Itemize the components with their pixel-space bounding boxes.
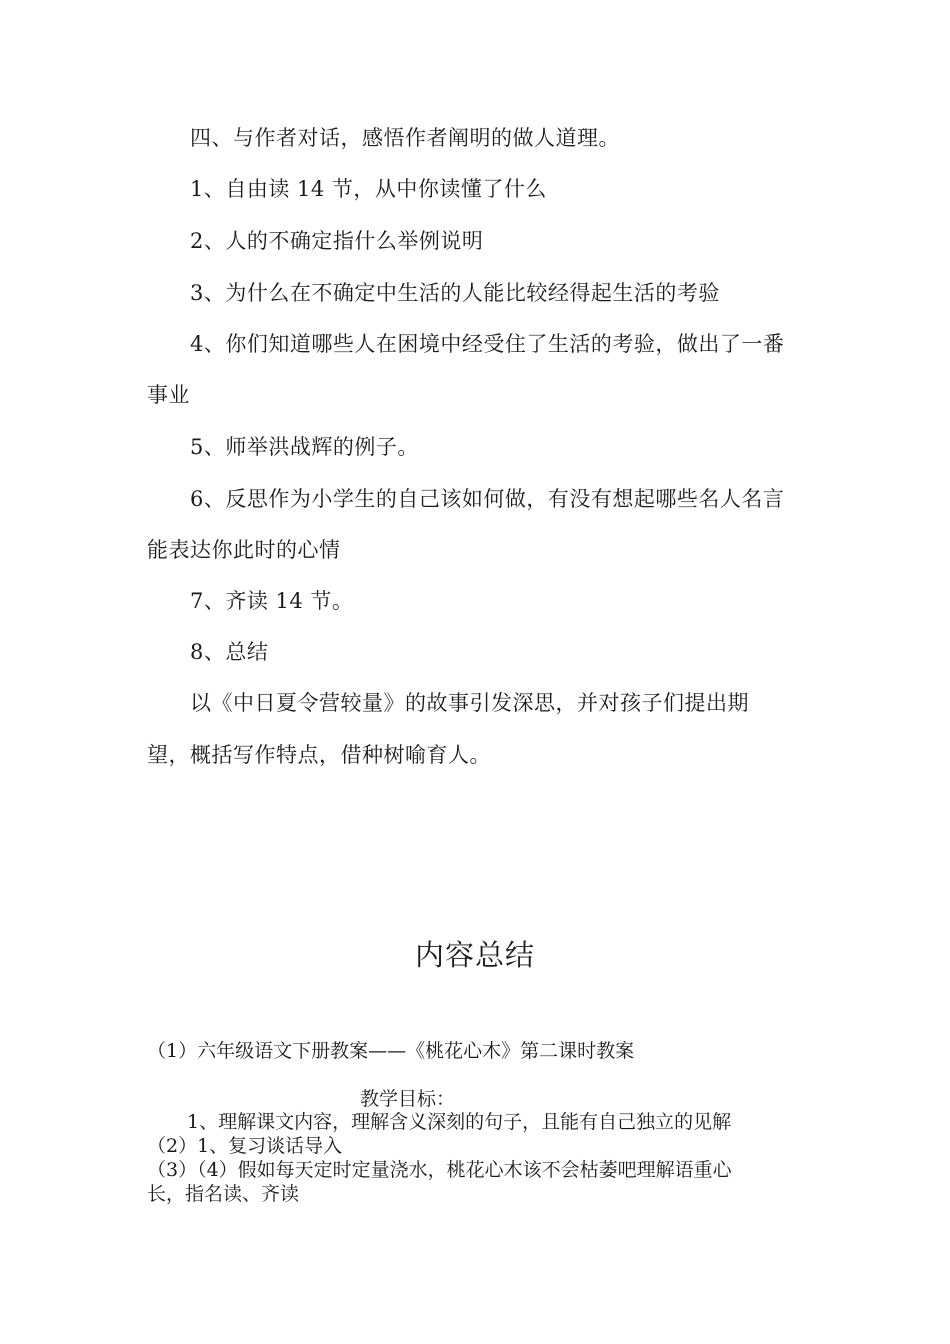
question-6-line-1: 6、反思作为小学生的自己该如何做，有没有想起哪些名人名言 [190, 487, 785, 511]
question-6-line-2: 能表达你此时的心情 [147, 538, 341, 562]
question-3: 3、为什么在不确定中生活的人能比较经得起生活的考验 [190, 281, 720, 305]
lesson-heading: 四、与作者对话，感悟作者阐明的做人道理。 [190, 126, 620, 150]
goal-label: 教学目标： [360, 1088, 456, 1110]
summary-item-2: （2）1、复习谈话导入 [147, 1135, 343, 1157]
question-2: 2、人的不确定指什么举例说明 [190, 229, 484, 253]
goal-1: 1、理解课文内容，理解含义深刻的句子，且能有自己独立的见解 [187, 1111, 732, 1133]
summary-paragraph-line-2: 望，概括写作特点，借种树喻育人。 [147, 743, 491, 767]
summary-paragraph-line-1: 以《中日夏令营较量》的故事引发深思，并对孩子们提出期 [190, 691, 749, 715]
question-1: 1、自由读 14 节，从中你读懂了什么 [190, 177, 547, 201]
question-8: 8、总结 [190, 640, 269, 664]
question-5: 5、师举洪战辉的例子。 [190, 435, 419, 459]
summary-item-3-line-1: （3）（4）假如每天定时定量浇水，桃花心木该不会枯萎吧理解语重心 [147, 1159, 732, 1181]
summary-item-3-line-2: 长，指名读、齐读 [147, 1183, 300, 1205]
question-7: 7、齐读 14 节。 [190, 589, 354, 613]
summary-item-1: （1）六年级语文下册教案——《桃花心木》第二课时教案 [147, 1040, 635, 1062]
section-title: 内容总结 [414, 938, 535, 972]
question-4-line-1: 4、你们知道哪些人在困境中经受住了生活的考验，做出了一番 [190, 332, 785, 356]
question-4-line-2: 事业 [147, 383, 190, 407]
